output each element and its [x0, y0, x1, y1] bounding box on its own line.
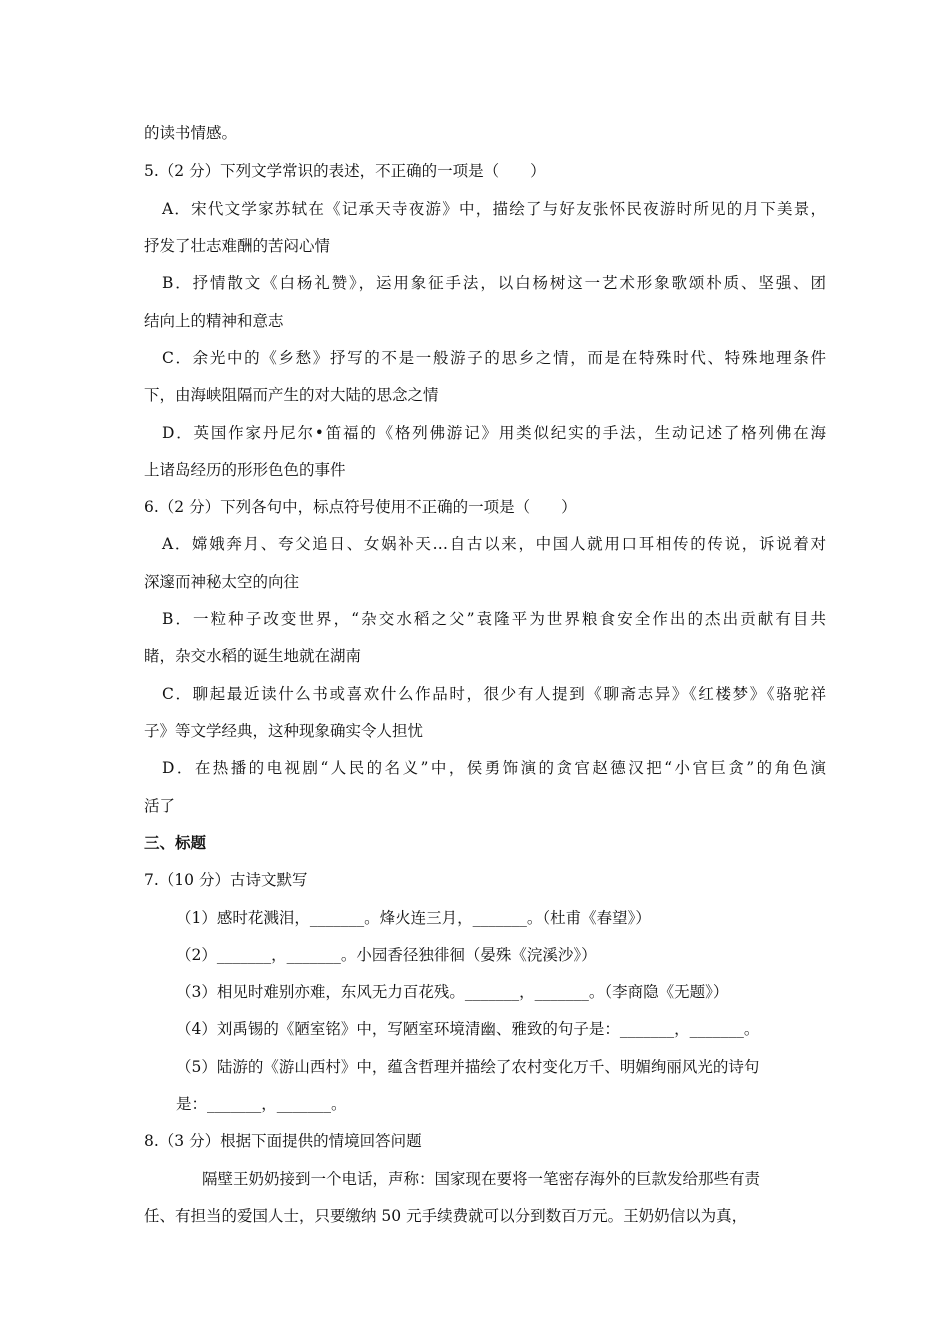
question-5-option-b-cont: 结向上的精神和意志 — [144, 312, 284, 330]
question-6-option-c: C．聊起最近读什么书或喜欢什么作品时，很少有人提到《聊斋志异》《红楼梦》《骆驼祥 — [162, 685, 826, 703]
question-5-stem: 5.（2 分）下列文学常识的表述，不正确的一项是（ ） — [144, 162, 546, 180]
question-8-context: 隔壁王奶奶接到一个电话，声称：国家现在要将一笔密存海外的巨款发给那些有责 — [202, 1170, 761, 1188]
section-heading: 三、标题 — [144, 833, 207, 852]
question-7-stem: 7.（10 分）古诗文默写 — [144, 871, 308, 889]
question-6-option-b-cont: 睹，杂交水稻的诞生地就在湖南 — [144, 647, 362, 665]
question-5-option-a-cont: 抒发了壮志难酬的苦闷心情 — [144, 237, 331, 255]
question-6-option-d: D．在热播的电视剧“人民的名义”中，侯勇饰演的贪官赵德汉把“小官巨贪”的角色演 — [162, 759, 826, 777]
question-7-item-4: （4）刘禹锡的《陋室铭》中，写陋室环境清幽、雅致的句子是：_______，_______。 — [176, 1020, 760, 1038]
question-5-option-c: C．余光中的《乡愁》抒写的不是一般游子的思乡之情，而是在特殊时代、特殊地理条件 — [162, 349, 826, 367]
question-7-item-3: （3）相见时难别亦难，东风无力百花残。_______，_______。（李商隐《无题》） — [176, 983, 729, 1001]
question-7-item-5-cont: 是：_______，_______。 — [176, 1095, 347, 1113]
question-7-item-5: （5）陆游的《游山西村》中，蕴含哲理并描绘了农村变化万千、明媚绚丽风光的诗句 — [176, 1058, 760, 1076]
question-8-context-cont: 任、有担当的爱国人士，只要缴纳 50 元手续费就可以分到数百万元。王奶奶信以为真， — [144, 1207, 748, 1225]
question-5-option-d: D．英国作家丹尼尔•笛福的《格列佛游记》用类似纪实的手法，生动记述了格列佛在海 — [162, 424, 826, 442]
question-5-option-d-cont: 上诸岛经历的形形色色的事件 — [144, 461, 346, 479]
question-5-option-c-cont: 下，由海峡阻隔而产生的对大陆的思念之情 — [144, 386, 439, 404]
question-5-option-a: A．宋代文学家苏轼在《记承天寺夜游》中，描绘了与好友张怀民夜游时所见的月下美景， — [162, 200, 826, 218]
question-7-item-1: （1）感时花溅泪，_______。烽火连三月，_______。（杜甫《春望》） — [176, 909, 651, 927]
paragraph-continuation: 的读书情感。 — [144, 124, 238, 142]
question-6-option-a: A．嫦娥奔月、夸父追日、女娲补天…自古以来，中国人就用口耳相传的传说，诉说着对 — [162, 535, 826, 553]
question-6-option-d-cont: 活了 — [144, 797, 176, 815]
question-7-item-2: （2）_______，_______。小园香径独徘徊（晏殊《浣溪沙》） — [176, 946, 597, 964]
question-8-stem: 8.（3 分）根据下面提供的情境回答问题 — [144, 1132, 422, 1150]
question-5-option-b: B．抒情散文《白杨礼赞》，运用象征手法，以白杨树这一艺术形象歌颂朴质、坚强、团 — [162, 274, 826, 292]
question-6-option-b: B．一粒种子改变世界，“杂交水稻之父”袁隆平为世界粮食安全作出的杰出贡献有目共 — [162, 610, 826, 628]
question-6-option-a-cont: 深邃而神秘太空的向往 — [144, 573, 300, 591]
question-6-stem: 6.（2 分）下列各句中，标点符号使用不正确的一项是（ ） — [144, 498, 577, 516]
question-6-option-c-cont: 子》等文学经典，这种现象确实令人担忧 — [144, 722, 424, 740]
